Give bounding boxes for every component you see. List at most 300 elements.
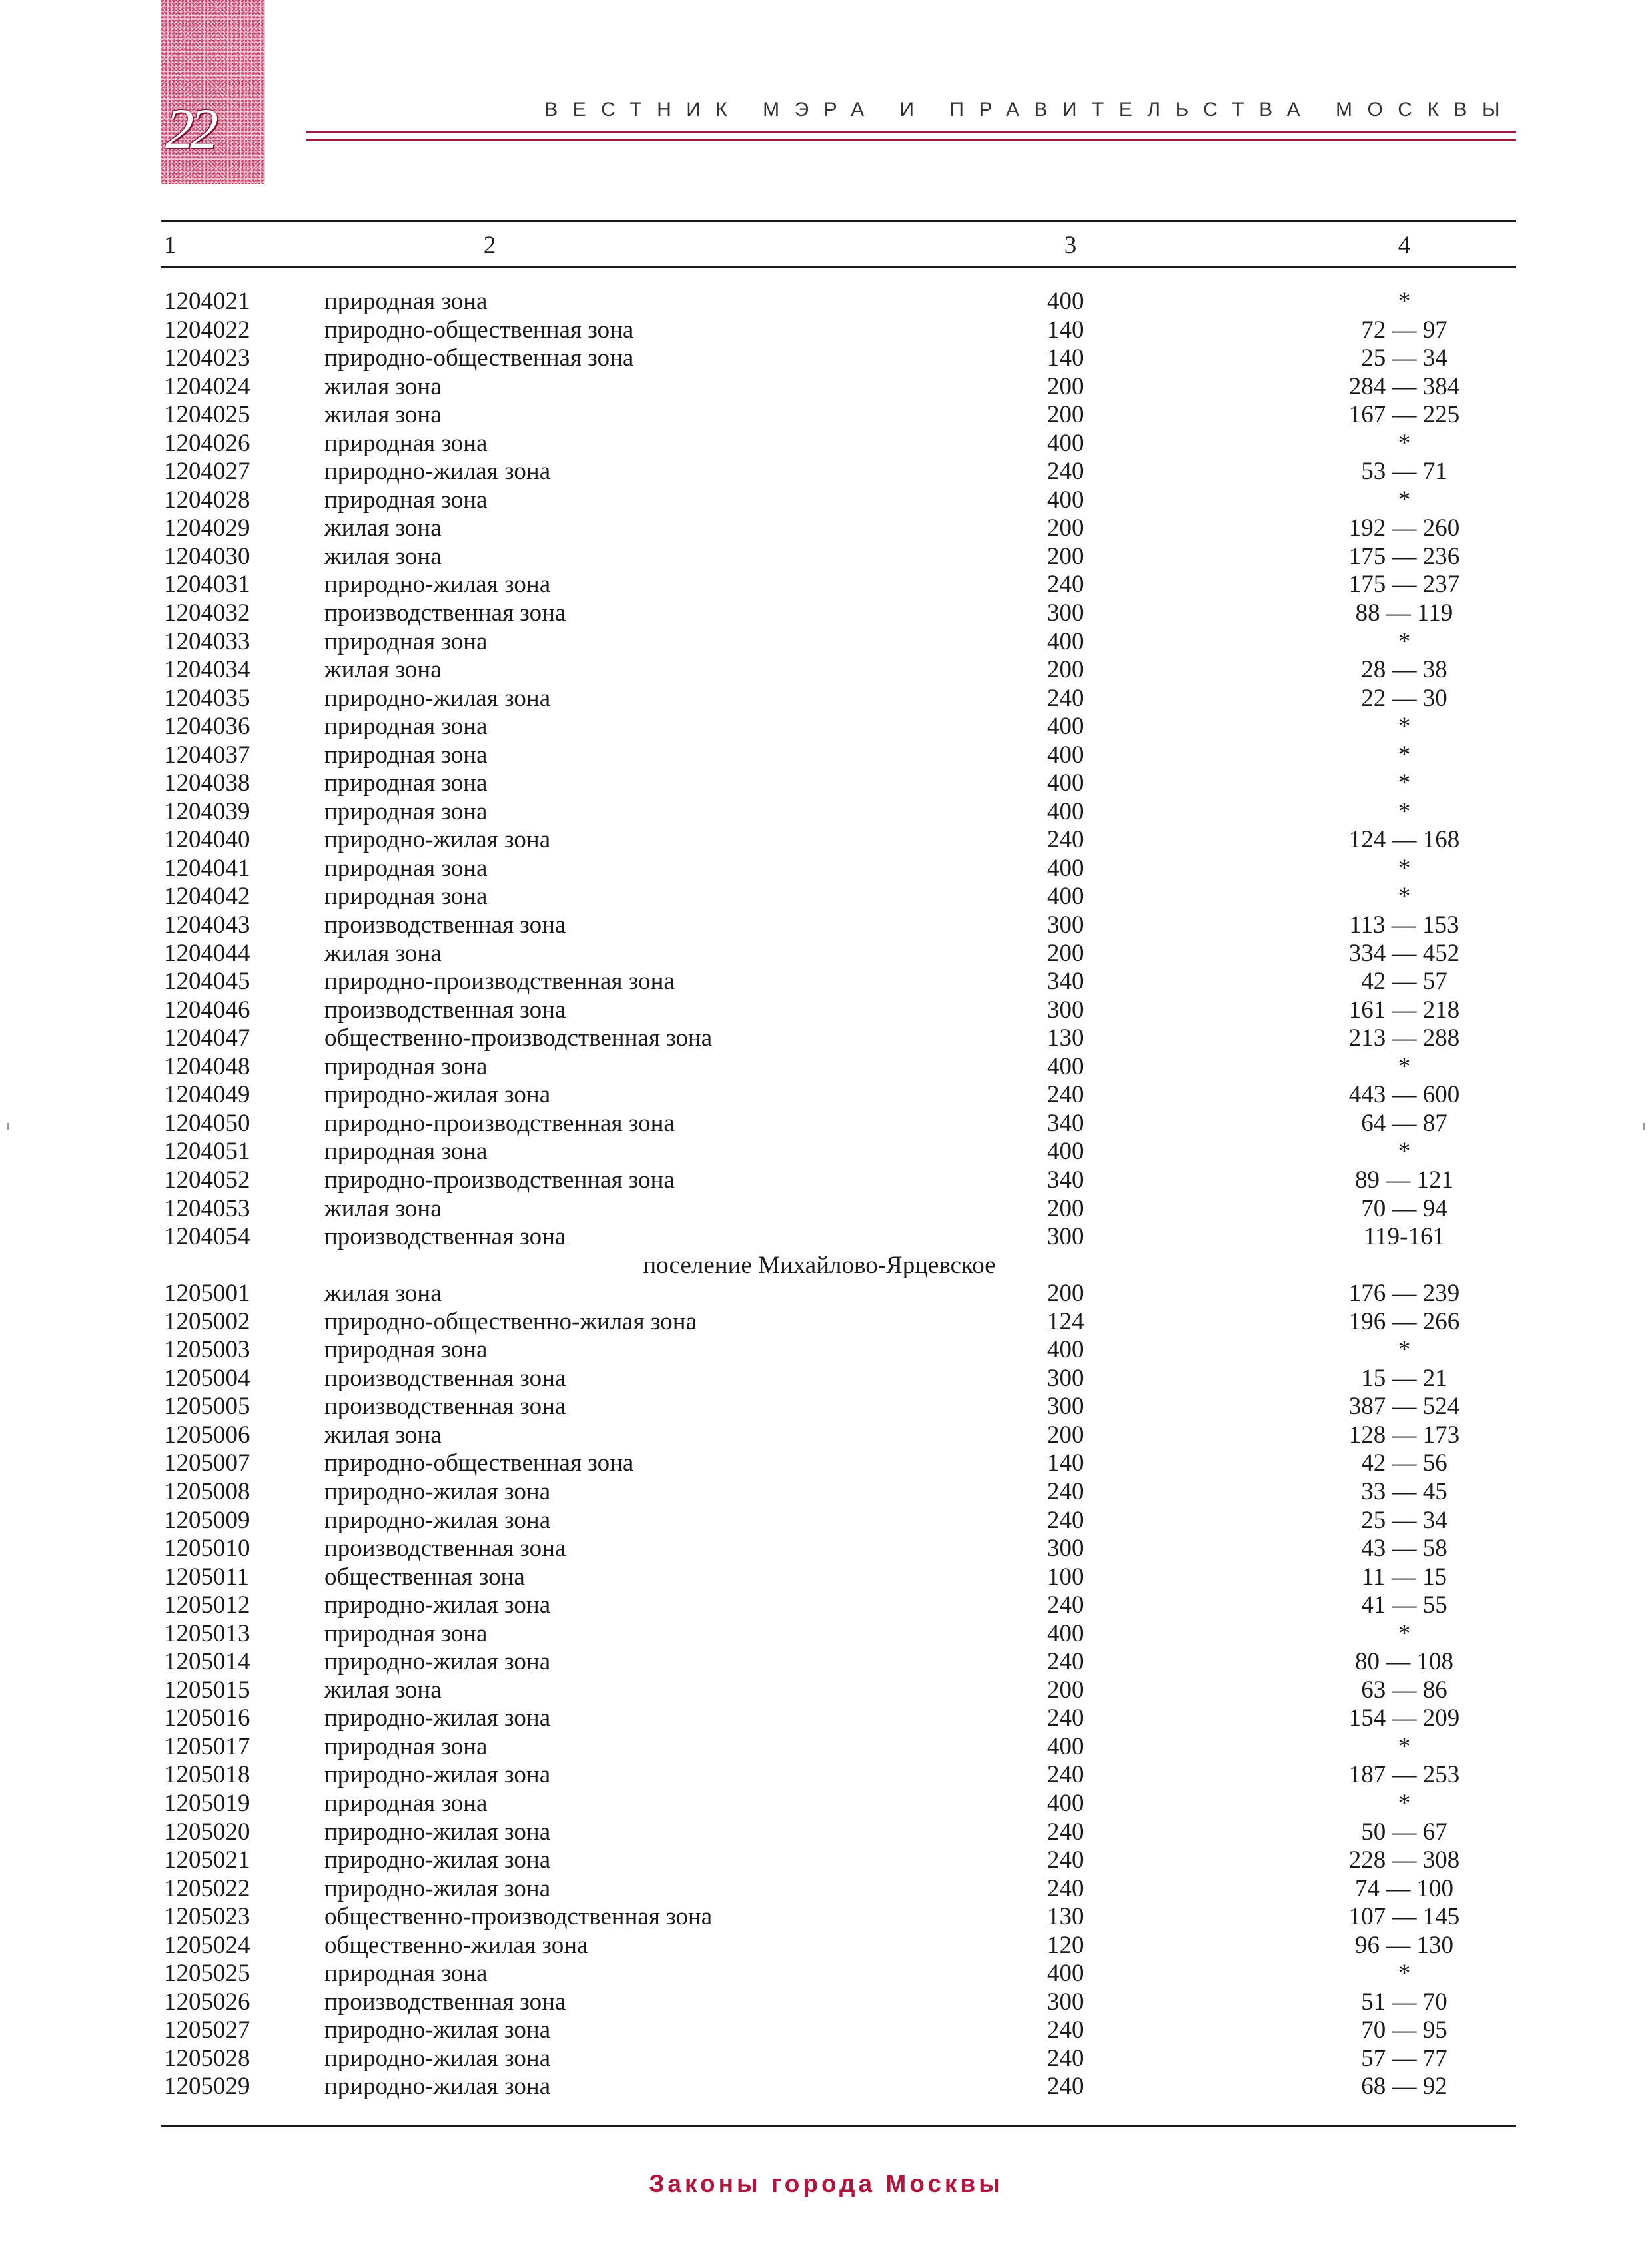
cell-zone: природно-жилая зона	[324, 1846, 551, 1874]
cell-range: *	[1398, 486, 1411, 514]
table-row	[0, 1336, 1652, 1365]
cell-range: 175 — 237	[1348, 571, 1460, 599]
table-row	[0, 826, 1652, 855]
table-row	[0, 996, 1652, 1025]
cell-zone: жилая зона	[324, 1280, 442, 1308]
cell-zone: жилая зона	[324, 372, 442, 400]
table-row	[0, 1053, 1652, 1082]
cell-zone: природная зона	[324, 1960, 488, 1988]
cell-code: 1205006	[164, 1421, 250, 1449]
cell-value: 400	[1047, 288, 1084, 315]
cell-zone: природная зона	[324, 1336, 488, 1364]
cell-zone: природно-жилая зона	[324, 2073, 551, 2101]
cell-value: 240	[1047, 2044, 1084, 2072]
table-row	[0, 968, 1652, 996]
cell-zone: природная зона	[324, 486, 488, 514]
table-row	[0, 1790, 1652, 1818]
cell-code: 1205009	[164, 1506, 250, 1534]
table-row	[0, 401, 1652, 430]
cell-value: 130	[1047, 1903, 1084, 1931]
cell-value: 124	[1047, 1308, 1084, 1335]
table-row	[0, 1110, 1652, 1138]
cell-code: 1204030	[164, 542, 250, 570]
cell-zone: природно-общественная зона	[324, 1449, 634, 1477]
table-row	[0, 599, 1652, 628]
section-heading: поселение Михайлово-Ярцевское	[643, 1251, 996, 1279]
cell-value: 400	[1047, 713, 1084, 741]
cell-code: 1204045	[164, 968, 250, 996]
cell-code: 1204026	[164, 429, 250, 457]
cell-zone: жилая зона	[324, 939, 442, 967]
cell-range: *	[1398, 1619, 1411, 1647]
cell-range: *	[1398, 627, 1411, 655]
cell-range: 41 — 55	[1361, 1591, 1447, 1619]
table-row	[0, 543, 1652, 571]
cell-range: 22 — 30	[1361, 684, 1447, 712]
column-header-1: 1	[164, 232, 177, 259]
cell-value: 300	[1047, 1988, 1084, 2016]
cell-range: 196 — 266	[1348, 1308, 1460, 1335]
section-heading-row	[0, 1252, 1652, 1280]
cell-code: 1205015	[164, 1676, 250, 1704]
cell-zone: природно-жилая зона	[324, 1761, 551, 1789]
cell-value: 240	[1047, 1081, 1084, 1109]
column-header-4: 4	[1398, 232, 1411, 259]
cell-zone: природно-общественная зона	[324, 316, 634, 344]
cell-zone: природно-жилая зона	[324, 684, 551, 712]
cell-zone: природно-жилая зона	[324, 826, 551, 854]
cell-value: 120	[1047, 1931, 1084, 1959]
cell-range: 25 — 34	[1361, 344, 1447, 372]
cell-range: 96 — 130	[1355, 1931, 1453, 1959]
cell-value: 400	[1047, 1619, 1084, 1647]
cell-range: 284 — 384	[1348, 372, 1460, 400]
table-row	[0, 1988, 1652, 2017]
cell-value: 200	[1047, 1676, 1084, 1704]
cell-code: 1204040	[164, 826, 250, 854]
table-row	[0, 1166, 1652, 1195]
cell-code: 1205022	[164, 1874, 250, 1902]
table-bottom-rule	[161, 2125, 1516, 2127]
table-row	[0, 1308, 1652, 1337]
cell-value: 200	[1047, 1421, 1084, 1449]
table-row	[0, 1818, 1652, 1847]
header-rule-top	[306, 131, 1516, 133]
cell-range: *	[1398, 1138, 1411, 1166]
cell-value: 400	[1047, 883, 1084, 911]
table-row	[0, 1846, 1652, 1875]
cell-value: 200	[1047, 1194, 1084, 1222]
table-row	[0, 940, 1652, 968]
cell-value: 300	[1047, 996, 1084, 1024]
cell-zone: природная зона	[324, 769, 488, 797]
cell-range: 228 — 308	[1348, 1846, 1460, 1874]
cell-code: 1205023	[164, 1903, 250, 1931]
cell-code: 1205003	[164, 1336, 250, 1364]
table-row	[0, 1280, 1652, 1308]
cell-zone: природная зона	[324, 797, 488, 825]
cell-code: 1204038	[164, 769, 250, 797]
table-row	[0, 344, 1652, 373]
cell-value: 240	[1047, 1704, 1084, 1732]
table-row	[0, 1223, 1652, 1252]
cell-range: *	[1398, 883, 1411, 911]
page-number: 22	[165, 97, 214, 161]
cell-code: 1204050	[164, 1109, 250, 1137]
cell-range: 51 — 70	[1361, 1988, 1447, 2016]
cell-zone: природная зона	[324, 1619, 488, 1647]
cell-code: 1205018	[164, 1761, 250, 1789]
cell-value: 240	[1047, 1648, 1084, 1676]
cell-zone: природно-производственная зона	[324, 1166, 675, 1194]
cell-code: 1205021	[164, 1846, 250, 1874]
cell-range: *	[1398, 1052, 1411, 1080]
table-row	[0, 2016, 1652, 2045]
table-row	[0, 911, 1652, 940]
table-row	[0, 741, 1652, 770]
cell-range: *	[1398, 797, 1411, 825]
table-row	[0, 656, 1652, 685]
table-header-row	[0, 231, 1652, 260]
cell-value: 130	[1047, 1024, 1084, 1052]
cell-zone: природная зона	[324, 741, 488, 769]
cell-value: 400	[1047, 1336, 1084, 1364]
cell-code: 1204052	[164, 1166, 250, 1194]
cell-zone: природно-производственная зона	[324, 968, 675, 996]
cell-code: 1205011	[164, 1563, 250, 1591]
cell-value: 240	[1047, 1506, 1084, 1534]
cell-zone: природно-жилая зона	[324, 1648, 551, 1676]
cell-range: 64 — 87	[1361, 1109, 1447, 1137]
cell-value: 340	[1047, 1109, 1084, 1137]
cell-code: 1205017	[164, 1732, 250, 1760]
cell-value: 240	[1047, 571, 1084, 599]
column-header-3: 3	[1064, 232, 1077, 259]
cell-zone: жилая зона	[324, 514, 442, 542]
table-row	[0, 769, 1652, 798]
cell-code: 1204046	[164, 996, 250, 1024]
cell-range: 25 — 34	[1361, 1506, 1447, 1534]
cell-code: 1205001	[164, 1280, 250, 1308]
cell-range: *	[1398, 1960, 1411, 1988]
cell-code: 1204036	[164, 713, 250, 741]
cell-code: 1205002	[164, 1308, 250, 1335]
cell-value: 200	[1047, 372, 1084, 400]
footer-section-title: Законы города Москвы	[649, 2170, 1003, 2197]
cell-code: 1204029	[164, 514, 250, 542]
cell-code: 1204048	[164, 1052, 250, 1080]
cell-code: 1205004	[164, 1364, 250, 1392]
table-row	[0, 1903, 1652, 1932]
cell-range: 167 — 225	[1348, 401, 1460, 429]
table-row	[0, 798, 1652, 827]
table-row	[0, 1648, 1652, 1677]
cell-zone: жилая зона	[324, 401, 442, 429]
crop-mark-right	[1643, 1123, 1645, 1130]
table-row	[0, 1563, 1652, 1592]
table-row	[0, 1421, 1652, 1450]
cell-value: 400	[1047, 769, 1084, 797]
cell-range: 192 — 260	[1348, 514, 1460, 542]
cell-range: 68 — 92	[1361, 2073, 1447, 2101]
cell-range: 175 — 236	[1348, 542, 1460, 570]
table-row	[0, 713, 1652, 741]
cell-range: 124 — 168	[1348, 826, 1460, 854]
cell-range: *	[1398, 741, 1411, 769]
cell-range: 74 — 100	[1355, 1874, 1453, 1902]
cell-range: *	[1398, 1732, 1411, 1760]
cell-zone: производственная зона	[324, 1988, 566, 2016]
cell-value: 240	[1047, 1846, 1084, 1874]
cell-zone: жилая зона	[324, 1421, 442, 1449]
cell-zone: природно-жилая зона	[324, 2044, 551, 2072]
table-body	[0, 288, 1652, 2101]
cell-code: 1204047	[164, 1024, 250, 1052]
cell-zone: производственная зона	[324, 1223, 566, 1251]
cell-value: 200	[1047, 514, 1084, 542]
cell-value: 200	[1047, 542, 1084, 570]
cell-code: 1204051	[164, 1138, 250, 1166]
cell-range: 154 — 209	[1348, 1704, 1460, 1732]
cell-zone: природно-жилая зона	[324, 571, 551, 599]
cell-value: 240	[1047, 1761, 1084, 1789]
cell-zone: общественно-жилая зона	[324, 1931, 588, 1959]
cell-value: 300	[1047, 1535, 1084, 1563]
cell-range: 213 — 288	[1348, 1024, 1460, 1052]
cell-code: 1204035	[164, 684, 250, 712]
table-row	[0, 1195, 1652, 1224]
cell-value: 140	[1047, 1449, 1084, 1477]
table-row	[0, 2045, 1652, 2073]
cell-zone: природно-жилая зона	[324, 1506, 551, 1534]
cell-value: 300	[1047, 1393, 1084, 1421]
cell-zone: производственная зона	[324, 996, 566, 1024]
cell-zone: природная зона	[324, 854, 488, 882]
cell-code: 1204034	[164, 656, 250, 684]
cell-value: 400	[1047, 1960, 1084, 1988]
masthead-title: ВЕСТНИК МЭРА И ПРАВИТЕЛЬСТВА МОСКВЫ	[544, 99, 1515, 121]
cell-range: 128 — 173	[1348, 1421, 1460, 1449]
cell-range: 387 — 524	[1348, 1393, 1460, 1421]
cell-value: 400	[1047, 1138, 1084, 1166]
cell-value: 400	[1047, 797, 1084, 825]
cell-range: 70 — 95	[1361, 2016, 1447, 2044]
cell-range: *	[1398, 429, 1411, 457]
cell-zone: природно-жилая зона	[324, 1818, 551, 1846]
table-row	[0, 1138, 1652, 1166]
cell-value: 240	[1047, 1818, 1084, 1846]
header-rule-bottom	[306, 139, 1516, 141]
cell-range: 33 — 45	[1361, 1477, 1447, 1505]
cell-code: 1205019	[164, 1789, 250, 1817]
cell-value: 200	[1047, 401, 1084, 429]
cell-code: 1204032	[164, 599, 250, 627]
cell-value: 140	[1047, 344, 1084, 372]
cell-code: 1205010	[164, 1535, 250, 1563]
table-row	[0, 1875, 1652, 1904]
table-row	[0, 1761, 1652, 1790]
cell-value: 300	[1047, 599, 1084, 627]
cell-range: 43 — 58	[1361, 1535, 1447, 1563]
cell-zone: жилая зона	[324, 1676, 442, 1704]
cell-zone: природно-жилая зона	[324, 1704, 551, 1732]
table-row	[0, 1393, 1652, 1421]
table-row	[0, 628, 1652, 657]
cell-zone: природная зона	[324, 1138, 488, 1166]
cell-zone: природно-жилая зона	[324, 1477, 551, 1505]
cell-range: *	[1398, 854, 1411, 882]
cell-code: 1204044	[164, 939, 250, 967]
table-row	[0, 316, 1652, 345]
cell-code: 1205029	[164, 2073, 250, 2101]
cell-zone: природная зона	[324, 713, 488, 741]
table-row	[0, 1507, 1652, 1535]
table-row	[0, 571, 1652, 599]
cell-value: 340	[1047, 1166, 1084, 1194]
cell-range: *	[1398, 1336, 1411, 1364]
cell-range: 70 — 94	[1361, 1194, 1447, 1222]
table-row	[0, 1081, 1652, 1110]
cell-code: 1204027	[164, 458, 250, 486]
cell-range: *	[1398, 1789, 1411, 1817]
table-row	[0, 1932, 1652, 1960]
cell-range: 50 — 67	[1361, 1818, 1447, 1846]
cell-zone: природно-жилая зона	[324, 2016, 551, 2044]
cell-value: 300	[1047, 911, 1084, 939]
cell-value: 400	[1047, 1052, 1084, 1080]
cell-code: 1204049	[164, 1081, 250, 1109]
table-row	[0, 1620, 1652, 1649]
cell-code: 1204039	[164, 797, 250, 825]
table-row	[0, 855, 1652, 883]
cell-code: 1205016	[164, 1704, 250, 1732]
cell-zone: общественно-производственная зона	[324, 1024, 713, 1052]
cell-value: 240	[1047, 1591, 1084, 1619]
cell-value: 240	[1047, 1477, 1084, 1505]
cell-code: 1204041	[164, 854, 250, 882]
cell-zone: природная зона	[324, 883, 488, 911]
cell-zone: общественно-производственная зона	[324, 1903, 713, 1931]
cell-range: 72 — 97	[1361, 316, 1447, 344]
cell-range: 63 — 86	[1361, 1676, 1447, 1704]
cell-range: 88 — 119	[1355, 599, 1453, 627]
cell-code: 1205005	[164, 1393, 250, 1421]
cell-range: 89 — 121	[1355, 1166, 1453, 1194]
table-row	[0, 1365, 1652, 1393]
cell-value: 400	[1047, 1732, 1084, 1760]
cell-code: 1205008	[164, 1477, 250, 1505]
cell-code: 1204025	[164, 401, 250, 429]
cell-value: 400	[1047, 486, 1084, 514]
cell-value: 200	[1047, 1280, 1084, 1308]
cell-value: 240	[1047, 458, 1084, 486]
table-row	[0, 883, 1652, 911]
cell-range: 334 — 452	[1348, 939, 1460, 967]
cell-code: 1204028	[164, 486, 250, 514]
cell-range: 119-161	[1364, 1223, 1445, 1251]
cell-range: 42 — 56	[1361, 1449, 1447, 1477]
table-row	[0, 514, 1652, 543]
cell-zone: природная зона	[324, 1732, 488, 1760]
table-row	[0, 1024, 1652, 1053]
cell-zone: природно-жилая зона	[324, 1591, 551, 1619]
cell-code: 1205020	[164, 1818, 250, 1846]
cell-range: 57 — 77	[1361, 2044, 1447, 2072]
cell-code: 1205013	[164, 1619, 250, 1647]
cell-value: 240	[1047, 1874, 1084, 1902]
table-row	[0, 2073, 1652, 2101]
crop-mark-left	[7, 1123, 9, 1130]
cell-range: 161 — 218	[1348, 996, 1460, 1024]
cell-code: 1204037	[164, 741, 250, 769]
cell-zone: природная зона	[324, 627, 488, 655]
cell-value: 300	[1047, 1223, 1084, 1251]
table-row	[0, 458, 1652, 486]
cell-range: 80 — 108	[1355, 1648, 1453, 1676]
cell-code: 1205025	[164, 1960, 250, 1988]
cell-code: 1205028	[164, 2044, 250, 2072]
table-row	[0, 1535, 1652, 1563]
cell-range: 443 — 600	[1348, 1081, 1460, 1109]
table-row	[0, 1449, 1652, 1478]
table-row	[0, 1677, 1652, 1705]
table-row	[0, 373, 1652, 402]
table-row	[0, 486, 1652, 515]
cell-code: 1205024	[164, 1931, 250, 1959]
cell-zone: природно-производственная зона	[324, 1109, 675, 1137]
cell-code: 1205014	[164, 1648, 250, 1676]
cell-value: 400	[1047, 741, 1084, 769]
cell-code: 1205007	[164, 1449, 250, 1477]
table-row	[0, 288, 1652, 316]
cell-zone: природно-общественная зона	[324, 344, 634, 372]
cell-zone: производственная зона	[324, 599, 566, 627]
cell-value: 240	[1047, 2016, 1084, 2044]
table-row	[0, 1591, 1652, 1620]
cell-zone: природно-общественно-жилая зона	[324, 1308, 697, 1335]
cell-value: 240	[1047, 2073, 1084, 2101]
cell-range: *	[1398, 713, 1411, 741]
cell-value: 400	[1047, 429, 1084, 457]
cell-code: 1204054	[164, 1223, 250, 1251]
cell-value: 240	[1047, 684, 1084, 712]
cell-value: 100	[1047, 1563, 1084, 1591]
cell-zone: производственная зона	[324, 911, 566, 939]
cell-code: 1204043	[164, 911, 250, 939]
cell-range: 15 — 21	[1361, 1364, 1447, 1392]
cell-zone: жилая зона	[324, 1194, 442, 1222]
cell-value: 140	[1047, 316, 1084, 344]
cell-range: 42 — 57	[1361, 968, 1447, 996]
cell-value: 400	[1047, 1789, 1084, 1817]
cell-value: 240	[1047, 826, 1084, 854]
cell-code: 1204024	[164, 372, 250, 400]
cell-range: 176 — 239	[1348, 1280, 1460, 1308]
cell-zone: жилая зона	[324, 542, 442, 570]
table-row	[0, 1478, 1652, 1507]
cell-code: 1205027	[164, 2016, 250, 2044]
cell-value: 400	[1047, 854, 1084, 882]
table-row	[0, 1704, 1652, 1733]
cell-code: 1204033	[164, 627, 250, 655]
cell-zone: производственная зона	[324, 1393, 566, 1421]
table-top-rule	[161, 220, 1516, 222]
cell-zone: природная зона	[324, 1052, 488, 1080]
cell-range: 28 — 38	[1361, 656, 1447, 684]
cell-code: 1204053	[164, 1194, 250, 1222]
cell-code: 1204031	[164, 571, 250, 599]
cell-range: 11 — 15	[1361, 1563, 1447, 1591]
